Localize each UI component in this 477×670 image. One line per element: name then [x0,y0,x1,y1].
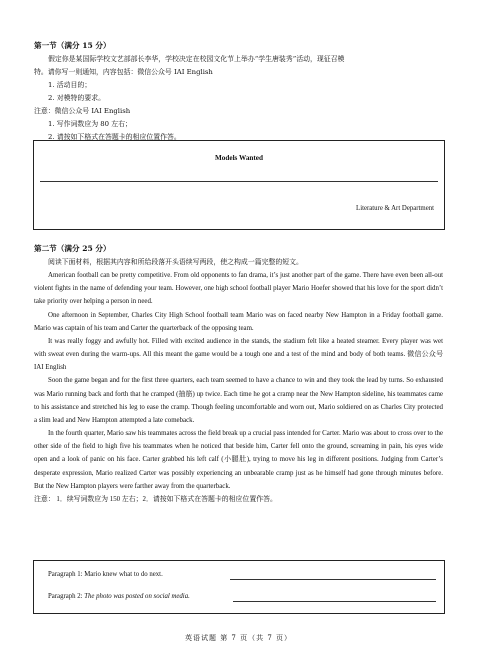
section1-intro-line2: 特。请你写一则通知，内容包括：微信公众号 IAI English [34,68,213,76]
paragraph1-prompt: Paragraph 1: Mario knew what to do next. [48,571,163,578]
writing-line [40,181,438,182]
page-footer: 英语试题 第 7 页（共 7 页） [184,634,293,642]
section1-instructions [34,53,444,144]
section1-note-1: 1. 写作词数应为 80 左右； [48,120,132,128]
paragraph2-prefix: Paragraph 2: [48,593,85,600]
passage-paragraph: It was really foggy and awfully hot. Filled with excited audience in the stands, the stadium felt like a heated steamer. Every player was wet with sweat even during the warm-ups. All this meant the game would be a tough one and a test of the mind and body of both teams. 微信公众号 IAI English [34,337,443,372]
section1-item-2: 2. 对模特的要求。 [48,94,105,102]
section2-note: 注意： 1．续写词数应为 150 左右；2．请按如下格式在答题卡的相应位置作答。 [34,495,277,503]
section2-answer-box [33,560,445,614]
passage-paragraph: American football can be pretty competitive. From old opponents to fan drama, it’s just another part of the game. There have even been all-out violent fights in the name of defending your team. However, one high school football player Mario Hoefer showed that his love for the sport didn’t take priority over helping a person in need. [34,272,443,306]
passage-paragraph: Soon the game began and for the first three quarters, each team seemed to have a chance to win and they took the lead by turns. So exhausted was Mario running back and forth that he cramped (抽筋) up twice. Each time he got a cramp near the New Hampton sideline, his teammates came to his assistance and stretched his leg to ease the cramp. Though feeling uncomfortable and worn out, Mario soldiered on as Charles City protected a slim lead and New Hampton attempted a late comeback. [34,377,443,424]
section1-note-2: 2. 请按如下格式在答题卡的相应位置作答。 [48,133,181,141]
passage-paragraph: One afternoon in September, Charles City High School football team Mario was on faced nearby New Hampton in a Friday football game. Mario was captain of his team and Carter the quarterback of the opposing team. [34,311,443,332]
section1-note-label: 注意：微信公众号 IAI English [34,107,131,115]
box-signature: Literature & Art Department [356,205,434,212]
section1-answer-box [33,140,445,230]
box-heading: Models Wanted [215,154,263,162]
paragraph2-opening: The photo was posted on social media. [84,593,190,600]
writing-line [233,601,436,602]
writing-line [230,579,436,580]
section1-title: 第一节（满分 15 分） [34,41,111,50]
paragraph2-prompt [48,593,190,600]
section1-item-1: 1. 活动目的； [48,81,92,89]
section2-instruction: 阅读下面材料，根据其内容和所给段落开头语续写两段，使之构成一篇完整的短文。 [48,259,303,266]
passage-paragraph: In the fourth quarter, Mario saw his teammates across the field break up a crucial pass intended for Carter. Mario was about to cross over to the other side of the field to high five his teammates when he noticed that beside him, Carter fell onto the ground, screaming in pain, his eyes wide open and a look of panic on his face. Carter grabbed his left calf (小腿肚), trying to move his leg in different positions. Judging from Carter’s desperate expression, Mario realized Carter was possibly experiencing an unbearable cramp just as he himself had gone through minutes before. But the New Hampton players were farther away from the quarterback. [34,430,443,490]
section2-title: 第二节（满分 25 分） [34,244,111,253]
section1-intro-line1: 假定你是某国际学校文艺部部长李华，学校决定在校园文化节上举办“学生唐装秀”活动，现征召模 [48,55,345,63]
section2-passage [34,256,443,506]
